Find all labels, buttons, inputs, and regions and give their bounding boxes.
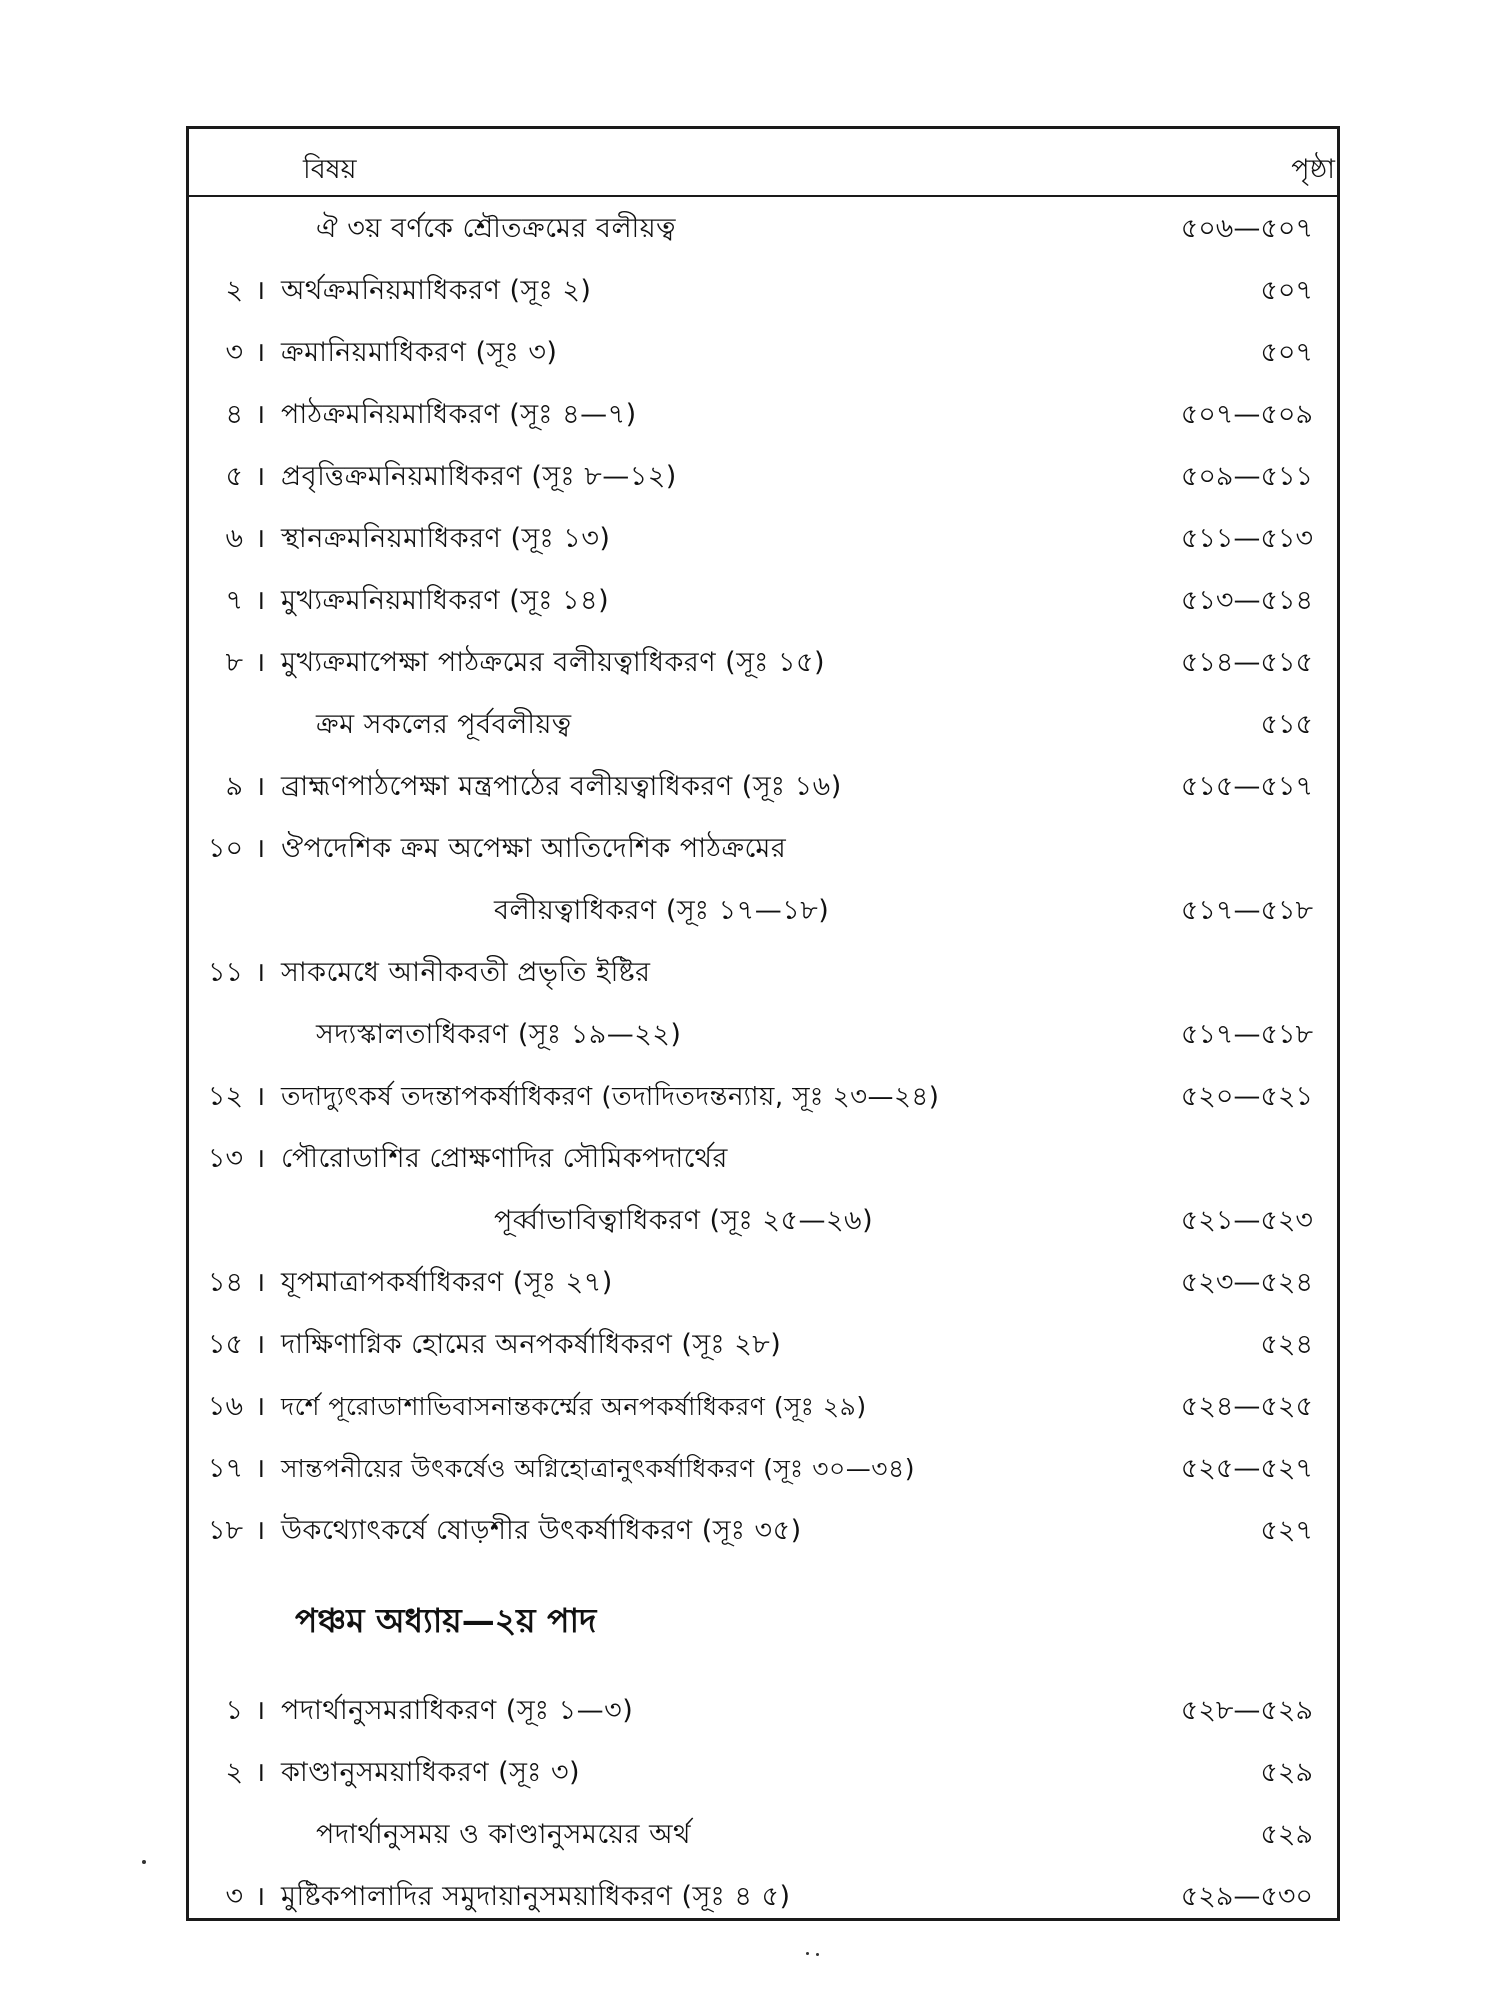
entry-separator: ।: [255, 1081, 266, 1112]
entry-number: ১৫: [207, 1329, 243, 1360]
scan-speck: [806, 1952, 809, 1955]
toc-entry: [189, 395, 1337, 435]
entry-pages: ৫০৭—৫০৯: [1180, 399, 1313, 430]
entry-number: ৩: [225, 1881, 243, 1912]
entry-number: ২: [225, 275, 243, 306]
entry-separator: ।: [255, 1757, 266, 1788]
toc-entry: [189, 829, 1337, 869]
entry-pages: ৫২১—৫২৩: [1180, 1205, 1313, 1236]
entry-pages: ৫১৭—৫১৮: [1180, 1019, 1313, 1050]
entry-title: স্থানক্রমনিয়মাধিকরণ (সূঃ ১৩): [281, 523, 611, 554]
entry-number: ৯: [225, 771, 243, 802]
entry-number: ১২: [207, 1081, 243, 1112]
entry-number: ২: [225, 1757, 243, 1788]
toc-entry: [189, 953, 1337, 993]
toc-entry: [189, 1753, 1337, 1793]
entry-title: মুখ্যক্রমনিয়মাধিকরণ (সূঃ ১৪): [281, 585, 610, 616]
entry-title: বলীয়ত্বাধিকরণ (সূঃ ১৭—১৮): [494, 895, 830, 926]
entry-number: ১: [225, 1695, 243, 1726]
entry-pages: ৫২৯: [1260, 1819, 1313, 1850]
toc-entry-continuation: [189, 891, 1337, 931]
entry-number: ৮: [225, 647, 243, 678]
entry-separator: ।: [255, 275, 266, 306]
entry-separator: ।: [255, 1453, 266, 1484]
table-of-contents: [186, 126, 1340, 1921]
entry-title: ক্রমানিয়মাধিকরণ (সূঃ ৩): [281, 337, 558, 368]
entry-separator: ।: [255, 833, 266, 864]
scan-speck: [816, 1953, 819, 1956]
entry-title: দর্শে পূরোডাশাভিবাসনান্তকর্ম্মের অনপকর্ষাধিকরণ (সূঃ ২৯): [281, 1392, 867, 1421]
entry-separator: ।: [255, 1143, 266, 1174]
entry-pages: ৫২৯—৫৩০: [1180, 1881, 1313, 1912]
entry-title: ব্রাহ্মণপাঠপেক্ষা মন্ত্রপাঠের বলীয়ত্বাধিকরণ (সূঃ ১৬): [281, 771, 842, 802]
entry-title: ঐ ৩য় বর্ণকে শ্রৌতক্রমের বলীয়ত্ব: [316, 213, 676, 244]
entry-pages: ৫১৫—৫১৭: [1180, 771, 1313, 802]
entry-title: কাণ্ডানুসময়াধিকরণ (সূঃ ৩): [281, 1757, 581, 1788]
entry-pages: ৫২০—৫২১: [1180, 1081, 1313, 1112]
entry-separator: ।: [255, 771, 266, 802]
entry-title: অর্থক্রমনিয়মাধিকরণ (সূঃ ২): [281, 275, 592, 306]
entry-pages: ৫১৭—৫১৮: [1180, 895, 1313, 926]
toc-entry: [189, 1139, 1337, 1179]
entry-pages: ৫০৭: [1260, 337, 1313, 368]
entry-title: সান্তপনীয়ের উৎকর্ষেও অগ্নিহোত্রানুৎকর্ষাধিকরণ (সূঃ ৩০—৩৪): [281, 1454, 915, 1483]
entry-number: ১৭: [207, 1453, 243, 1484]
entry-title: পৌরোডাশির প্রোক্ষণাদির সৌমিকপদার্থের: [281, 1143, 728, 1174]
entry-number: ১০: [207, 833, 243, 864]
entry-title: তদাদ্যুৎকর্ষ তদন্তাপকর্ষাধিকরণ (তদাদিতদন্তন্যায়, সূঃ ২৩—২৪): [281, 1082, 940, 1112]
entry-separator: ।: [255, 399, 266, 430]
entry-separator: ।: [255, 957, 266, 988]
toc-entry: [189, 1325, 1337, 1365]
entry-pages: ৫০৬—৫০৭: [1180, 213, 1313, 244]
entry-title: যূপমাত্রাপকর্ষাধিকরণ (সূঃ ২৭): [281, 1267, 613, 1298]
entry-separator: ।: [255, 1391, 266, 1422]
entry-separator: ।: [255, 337, 266, 368]
page-column-label: পৃষ্ঠা: [1291, 154, 1335, 185]
entry-number: ৬: [225, 523, 243, 554]
toc-entry: [189, 705, 1337, 745]
entry-number: ১৮: [207, 1515, 243, 1546]
entry-separator: ।: [255, 523, 266, 554]
toc-entry-continuation: [189, 1015, 1337, 1055]
entry-title: প্রবৃত্তিক্রমনিয়মাধিকরণ (সূঃ ৮—১২): [281, 461, 677, 492]
toc-entry: [189, 209, 1337, 249]
entry-pages: ৫১১—৫১৩: [1180, 523, 1313, 554]
toc-entry: [189, 457, 1337, 497]
entry-number: ১৩: [207, 1143, 243, 1174]
entry-number: ১৬: [207, 1391, 243, 1422]
toc-entry: [189, 333, 1337, 373]
entry-pages: ৫১৩—৫১৪: [1180, 585, 1313, 616]
entry-title: পদার্থানুসমরাধিকরণ (সূঃ ১—৩): [281, 1695, 634, 1726]
entry-pages: ৫২৭: [1260, 1515, 1313, 1546]
entry-title: ঔপদেশিক ক্রম অপেক্ষা আতিদেশিক পাঠক্রমের: [281, 833, 787, 864]
toc-entry: [189, 1815, 1337, 1855]
entry-title: উকথ্যোৎকর্ষে ষোড়শীর উৎকর্ষাধিকরণ (সূঃ ৩৫): [281, 1515, 802, 1546]
entry-separator: ।: [255, 461, 266, 492]
entry-separator: ।: [255, 1881, 266, 1912]
toc-entry: [189, 519, 1337, 559]
entry-pages: ৫০৭: [1260, 275, 1313, 306]
toc-entry: [189, 1877, 1337, 1917]
entry-pages: ৫১৪—৫১৫: [1180, 647, 1313, 678]
entry-separator: ।: [255, 1515, 266, 1546]
entry-separator: ।: [255, 585, 266, 616]
entry-number: ১৪: [207, 1267, 243, 1298]
toc-entry: [189, 581, 1337, 621]
toc-entry: [189, 643, 1337, 683]
entry-number: ৭: [225, 585, 243, 616]
toc-entry: [189, 1387, 1337, 1427]
entry-title: পদার্থানুসময় ও কাণ্ডানুসময়ের অর্থ: [316, 1819, 691, 1850]
entry-separator: ।: [255, 1267, 266, 1298]
entry-pages: ৫২৪—৫২৫: [1180, 1391, 1313, 1422]
toc-header: [189, 129, 1337, 197]
entry-separator: ।: [255, 647, 266, 678]
subject-column-label: বিষয়: [303, 154, 357, 185]
entry-pages: ৫০৯—৫১১: [1180, 461, 1313, 492]
toc-entry: [189, 1511, 1337, 1551]
section-heading: পঞ্চম অধ্যায়—২য় পাদ: [295, 1601, 597, 1640]
scan-speck: [142, 1860, 146, 1864]
entry-title: দাক্ষিণাগ্নিক হোমের অনপকর্ষাধিকরণ (সূঃ ২৮): [281, 1329, 782, 1360]
entry-pages: ৫১৫: [1260, 709, 1313, 740]
entry-pages: ৫২৫—৫২৭: [1180, 1453, 1313, 1484]
toc-entry: [189, 271, 1337, 311]
entry-separator: ।: [255, 1329, 266, 1360]
toc-entry: [189, 1449, 1337, 1489]
entry-title: পূর্ব্বাভাবিত্বাধিকরণ (সূঃ ২৫—২৬): [494, 1205, 874, 1236]
entry-title: পাঠক্রমনিয়মাধিকরণ (সূঃ ৪—৭): [281, 399, 637, 430]
entry-separator: ।: [255, 1695, 266, 1726]
entry-number: ৫: [225, 461, 243, 492]
toc-entry-continuation: [189, 1201, 1337, 1241]
entry-number: ৩: [225, 337, 243, 368]
entry-pages: ৫২৪: [1260, 1329, 1313, 1360]
entry-pages: ৫২৮—৫২৯: [1180, 1695, 1313, 1726]
toc-entry: [189, 1263, 1337, 1303]
entry-pages: ৫২৩—৫২৪: [1180, 1267, 1313, 1298]
entry-title: মুষ্টিকপালাদির সমুদায়ানুসময়াধিকরণ (সূঃ ৪ ৫): [281, 1881, 791, 1912]
toc-entry: [189, 1077, 1337, 1117]
entry-title: সাকমেধে আনীকবতী প্রভৃতি ইষ্টির: [281, 957, 651, 988]
entry-number: ১১: [207, 957, 243, 988]
entry-pages: ৫২৯: [1260, 1757, 1313, 1788]
toc-entry: [189, 767, 1337, 807]
entry-title: সদ্যস্কালতাধিকরণ (সূঃ ১৯—২২): [316, 1019, 682, 1050]
toc-entry: [189, 1691, 1337, 1731]
entry-number: ৪: [225, 399, 243, 430]
entry-title: মুখ্যক্রমাপেক্ষা পাঠক্রমের বলীয়ত্বাধিকরণ (সূঃ ১৫): [281, 647, 826, 678]
entry-title: ক্রম সকলের পূর্ববলীয়ত্ব: [316, 709, 572, 740]
